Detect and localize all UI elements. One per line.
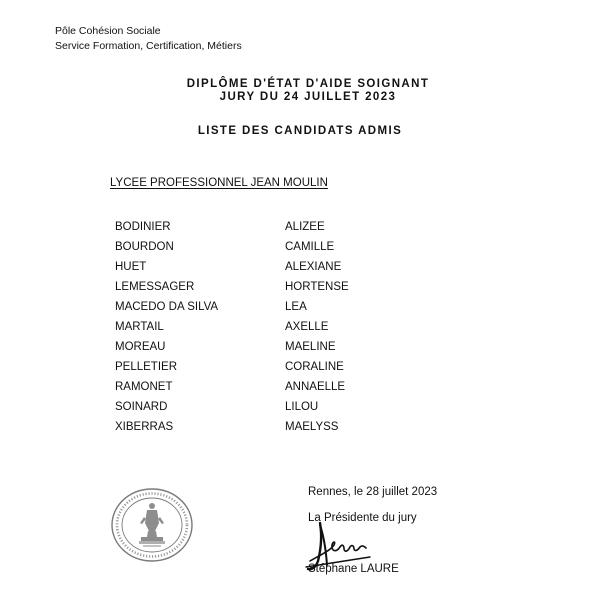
candidate-last-name: HUET <box>115 261 147 273</box>
signature-role: La Présidente du jury <box>308 512 417 524</box>
candidate-first-name: AXELLE <box>285 321 329 333</box>
school-name: LYCEE PROFESSIONNEL JEAN MOULIN <box>110 177 328 189</box>
candidate-last-name: XIBERRAS <box>115 421 174 433</box>
candidate-first-name: CORALINE <box>285 361 344 373</box>
candidate-first-name: HORTENSE <box>285 281 349 293</box>
service-label: Service Formation, Certification, Métiers <box>55 40 242 52</box>
candidate-last-name: SOINARD <box>115 401 168 413</box>
candidate-last-name: LEMESSAGER <box>115 281 195 293</box>
candidate-last-name: BODINIER <box>115 221 171 233</box>
candidate-first-name: MAELINE <box>285 341 336 353</box>
jury-date-title: JURY DU 24 JUILLET 2023 <box>219 91 397 103</box>
signature-place-date: Rennes, le 28 juillet 2023 <box>308 486 438 498</box>
candidate-first-name: ANNAELLE <box>285 381 346 393</box>
candidate-last-name: MARTAIL <box>115 321 164 333</box>
header-organization <box>55 24 242 54</box>
admitted-list-title: LISTE DES CANDIDATS ADMIS <box>197 125 403 137</box>
candidate-first-name: ALEXIANE <box>285 261 342 273</box>
candidate-last-name: BOURDON <box>115 241 174 253</box>
candidate-last-name: RAMONET <box>115 381 173 393</box>
official-seal-stamp <box>110 487 194 563</box>
candidate-first-name: CAMILLE <box>285 241 335 253</box>
candidate-first-name: ALIZEE <box>285 221 325 233</box>
signatory-name: Stéphane LAURE <box>308 563 399 575</box>
candidate-first-name: MAELYSS <box>285 421 339 433</box>
diploma-title: DIPLÔME D'ÉTAT D'AIDE SOIGNANT <box>186 78 430 90</box>
candidate-last-name: MOREAU <box>115 341 166 353</box>
candidate-last-name: PELLETIER <box>115 361 177 373</box>
department-label: Pôle Cohésion Sociale <box>55 25 161 37</box>
candidate-first-name: LILOU <box>285 401 319 413</box>
candidate-first-name: LEA <box>285 301 307 313</box>
candidate-last-name: MACEDO DA SILVA <box>115 301 219 313</box>
